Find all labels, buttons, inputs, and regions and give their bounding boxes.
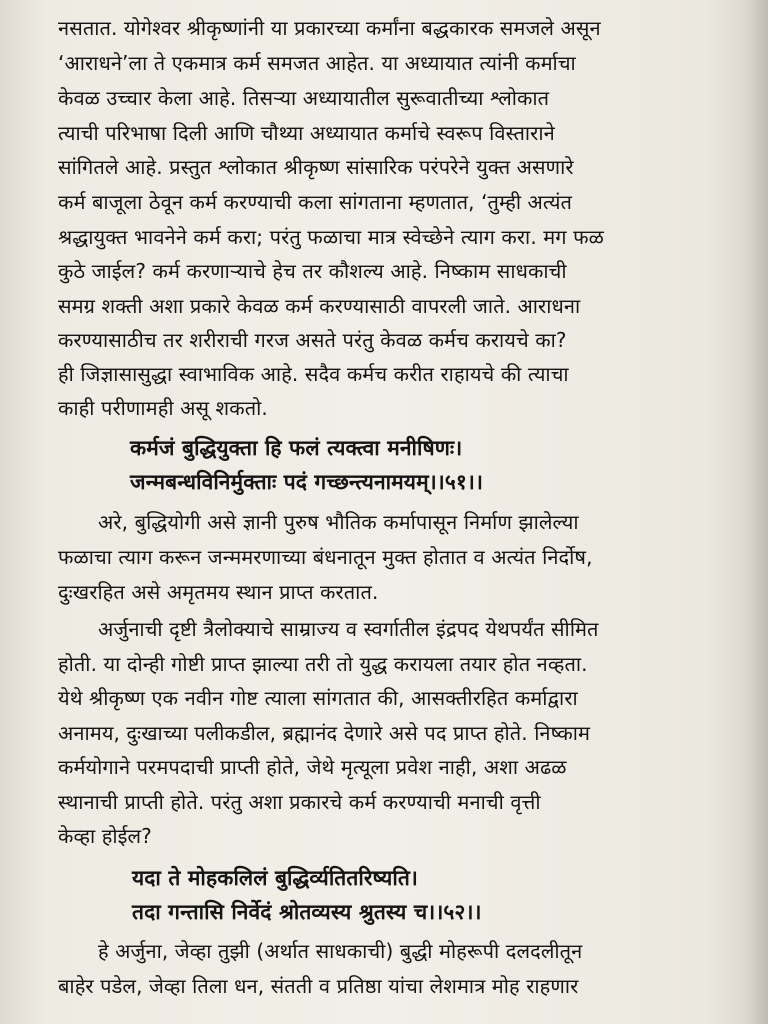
text-line: करण्यासाठीच तर शरीराची गरज असते परंतु केवळ कर्मच करायचे का? bbox=[58, 328, 567, 352]
text-line: होती. या दोन्ही गोष्टी प्राप्त झाल्या तरी तो युद्ध करायला तयार होत नव्हता. bbox=[58, 652, 588, 676]
text-line: श्रद्धायुक्त भावनेने कर्म करा; परंतु फळाचा मात्र स्वेच्छेने त्याग करा. मग फळ bbox=[58, 225, 604, 249]
text-line: स्थानाची प्राप्ती होते. परंतु अशा प्रकारचे कर्म करण्याची मनाची वृत्ती bbox=[58, 790, 541, 814]
verse-line: यदा ते मोहकलिलं बुद्धिर्व्यतितरिष्यति। bbox=[132, 866, 418, 890]
text-line: केवळ उच्चार केला आहे. तिसऱ्या अध्यायातील सुरूवातीच्या श्लोकात bbox=[58, 86, 550, 110]
verse-line: कर्मजं बुद्धियुक्ता हि फलं त्यक्त्वा मनीषिणः। bbox=[130, 436, 463, 460]
text-line: केव्हा होईल? bbox=[58, 824, 152, 848]
text-line: बाहेर पडेल, जेव्हा तिला धन, संतती व प्रतिष्ठा यांचा लेशमात्र मोह राहणार bbox=[58, 974, 579, 998]
text-line: कर्मयोगाने परमपदाची प्राप्ती होते, जेथे मृत्यूला प्रवेश नाही, अशा अढळ bbox=[58, 755, 567, 779]
verse-line: तदा गन्तासि निर्वेदं श्रोतव्यस्य श्रुतस्य च।।५२।। bbox=[132, 900, 482, 924]
text-line: अर्जुनाची दृष्टी त्रैलोक्याचे साम्राज्य व स्वर्गातील इंद्रपद येथपर्यंत सीमित bbox=[98, 617, 599, 641]
text-line: कुठे जाईल? कर्म करणाऱ्याचे हेच तर कौशल्य आहे. निष्काम साधकाची bbox=[58, 259, 567, 283]
text-line: फळाचा त्याग करून जन्ममरणाच्या बंधनातून मुक्त होतात व अत्यंत निर्दोष, bbox=[58, 545, 593, 569]
text-line: अनामय, दुःखाच्या पलीकडील, ब्रह्मानंद देणारे असे पद प्राप्त होते. निष्काम bbox=[58, 721, 591, 745]
text-line: त्याची परिभाषा दिली आणि चौथ्या अध्यायात कर्माचे स्वरूप विस्ताराने bbox=[58, 121, 555, 145]
text-line: हे अर्जुना, जेव्हा तुझी (अर्थात साधकाची) बुद्धी मोहरूपी दलदलीतून bbox=[98, 939, 583, 963]
text-line: ही जिज्ञासासुद्धा स्वाभाविक आहे. सदैव कर्मच करीत राहायचे की त्याचा bbox=[58, 362, 569, 386]
verse-line: जन्मबन्धविनिर्मुक्ताः पदं गच्छन्त्यनामयम्।।५१।। bbox=[130, 470, 484, 494]
text-line: सांगितले आहे. प्रस्तुत श्लोकात श्रीकृष्ण सांसारिक परंपरेने युक्त असणारे bbox=[58, 155, 574, 179]
text-line: काही परीणामही असू शकतो. bbox=[58, 396, 268, 420]
text-line: दुःखरहित असे अमृतमय स्थान प्राप्त करतात. bbox=[58, 580, 379, 604]
text-line: समग्र शक्ती अशा प्रकारे केवळ कर्म करण्यासाठी वापरली जाते. आराधना bbox=[58, 294, 581, 318]
text-line: ‘आराधने’ला ते एकमात्र कर्म समजत आहेत. या अध्यायात त्यांनी कर्माचा bbox=[58, 51, 576, 75]
text-line: कर्म बाजूला ठेवून कर्म करण्याची कला सांगताना म्हणतात, ‘तुम्ही अत्यंत bbox=[58, 190, 573, 214]
text-line: अरे, बुद्धियोगी असे ज्ञानी पुरुष भौतिक कर्मापासून निर्माण झालेल्या bbox=[98, 510, 579, 534]
text-line: नसतात. योगेश्वर श्रीकृष्णांनी या प्रकारच्या कर्मांना बद्धकारक समजले असून bbox=[58, 16, 601, 40]
text-line: येथे श्रीकृष्ण एक नवीन गोष्ट त्याला सांगतात की, आसक्तीरहित कर्माद्वारा bbox=[58, 686, 578, 710]
